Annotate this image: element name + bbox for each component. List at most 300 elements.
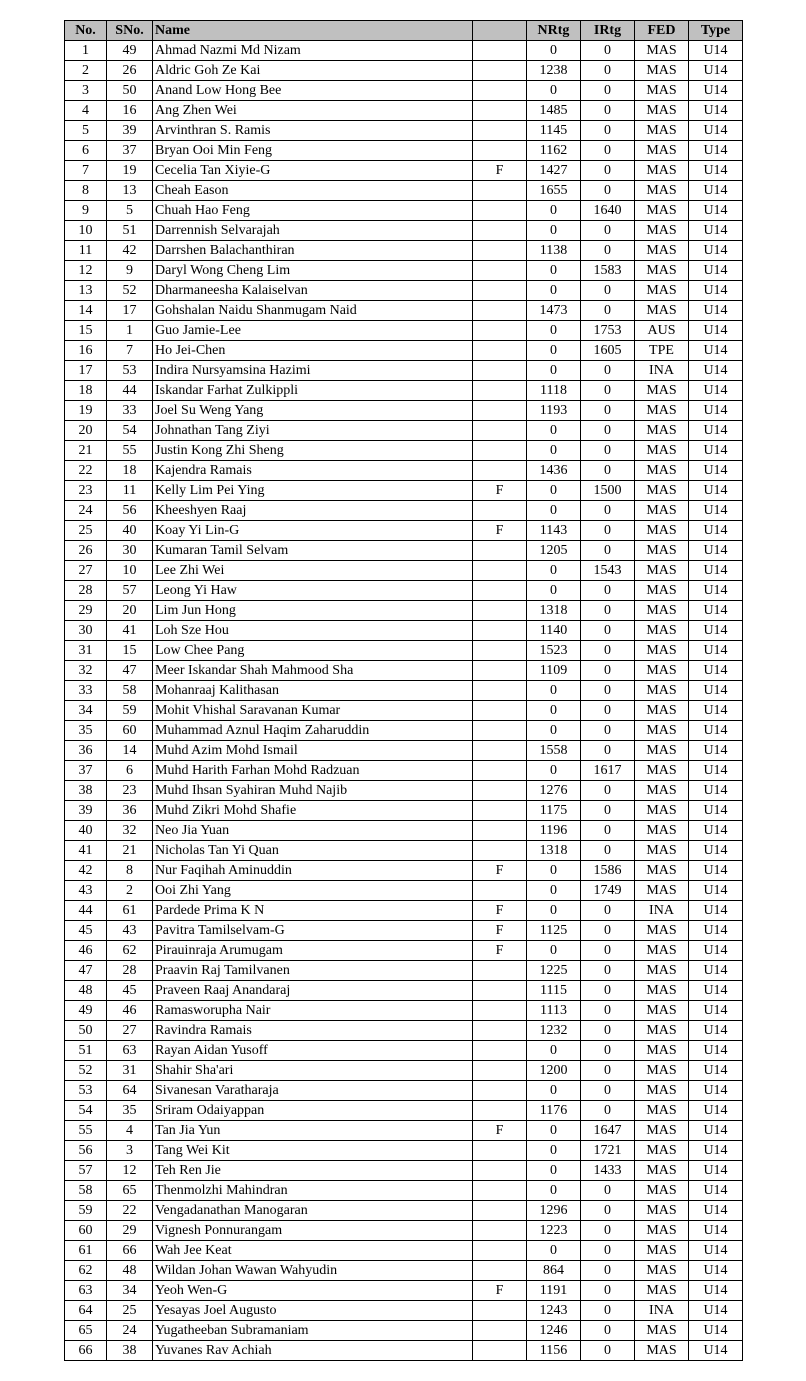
cell-sno: 56 <box>107 501 153 521</box>
cell-flag <box>473 1021 527 1041</box>
header-sno: SNo. <box>107 21 153 41</box>
cell-fed: MAS <box>635 1081 689 1101</box>
cell-type: U14 <box>689 1281 743 1301</box>
cell-fed: MAS <box>635 381 689 401</box>
cell-fed: MAS <box>635 261 689 281</box>
table-row <box>65 501 743 521</box>
cell-name: Yeoh Wen-G <box>153 1281 473 1301</box>
cell-name: Sriram Odaiyappan <box>153 1101 473 1121</box>
cell-fed: INA <box>635 361 689 381</box>
cell-type: U14 <box>689 961 743 981</box>
table-row <box>65 441 743 461</box>
table-row <box>65 1221 743 1241</box>
cell-no: 14 <box>65 301 107 321</box>
cell-name: Shahir Sha'ari <box>153 1061 473 1081</box>
cell-irtg: 0 <box>581 81 635 101</box>
cell-flag <box>473 301 527 321</box>
cell-flag <box>473 121 527 141</box>
cell-fed: MAS <box>635 1181 689 1201</box>
table-row <box>65 661 743 681</box>
cell-nrtg: 0 <box>527 1241 581 1261</box>
cell-no: 41 <box>65 841 107 861</box>
cell-sno: 50 <box>107 81 153 101</box>
table-row <box>65 1041 743 1061</box>
cell-nrtg: 1200 <box>527 1061 581 1081</box>
header-nrtg: NRtg <box>527 21 581 41</box>
table-row <box>65 621 743 641</box>
table-row <box>65 1301 743 1321</box>
cell-no: 52 <box>65 1061 107 1081</box>
cell-type: U14 <box>689 821 743 841</box>
cell-no: 12 <box>65 261 107 281</box>
cell-nrtg: 1113 <box>527 1001 581 1021</box>
cell-name: Lee Zhi Wei <box>153 561 473 581</box>
table-row <box>65 101 743 121</box>
cell-flag <box>473 581 527 601</box>
cell-name: Loh Sze Hou <box>153 621 473 641</box>
cell-type: U14 <box>689 1321 743 1341</box>
cell-fed: MAS <box>635 241 689 261</box>
cell-irtg: 0 <box>581 1181 635 1201</box>
cell-no: 24 <box>65 501 107 521</box>
cell-irtg: 0 <box>581 361 635 381</box>
cell-irtg: 0 <box>581 181 635 201</box>
cell-fed: MAS <box>635 41 689 61</box>
cell-name: Tan Jia Yun <box>153 1121 473 1141</box>
cell-name: Daryl Wong Cheng Lim <box>153 261 473 281</box>
cell-flag: F <box>473 1281 527 1301</box>
cell-type: U14 <box>689 421 743 441</box>
cell-nrtg: 0 <box>527 341 581 361</box>
cell-name: Bryan Ooi Min Feng <box>153 141 473 161</box>
cell-no: 62 <box>65 1261 107 1281</box>
cell-flag: F <box>473 921 527 941</box>
cell-type: U14 <box>689 921 743 941</box>
cell-irtg: 0 <box>581 121 635 141</box>
cell-nrtg: 1140 <box>527 621 581 641</box>
cell-nrtg: 1109 <box>527 661 581 681</box>
cell-no: 50 <box>65 1021 107 1041</box>
cell-fed: TPE <box>635 341 689 361</box>
cell-irtg: 0 <box>581 1341 635 1361</box>
cell-nrtg: 1118 <box>527 381 581 401</box>
cell-type: U14 <box>689 541 743 561</box>
cell-flag <box>473 1221 527 1241</box>
cell-flag <box>473 541 527 561</box>
cell-no: 58 <box>65 1181 107 1201</box>
cell-sno: 46 <box>107 1001 153 1021</box>
cell-flag <box>473 761 527 781</box>
cell-name: Lim Jun Hong <box>153 601 473 621</box>
cell-flag <box>473 321 527 341</box>
header-type: Type <box>689 21 743 41</box>
cell-fed: MAS <box>635 201 689 221</box>
table-row <box>65 1081 743 1101</box>
cell-no: 25 <box>65 521 107 541</box>
cell-fed: MAS <box>635 761 689 781</box>
cell-sno: 55 <box>107 441 153 461</box>
cell-irtg: 0 <box>581 1041 635 1061</box>
table-row <box>65 81 743 101</box>
cell-sno: 42 <box>107 241 153 261</box>
cell-type: U14 <box>689 1181 743 1201</box>
cell-nrtg: 0 <box>527 321 581 341</box>
cell-no: 33 <box>65 681 107 701</box>
cell-flag: F <box>473 161 527 181</box>
cell-irtg: 1753 <box>581 321 635 341</box>
cell-no: 64 <box>65 1301 107 1321</box>
cell-irtg: 1543 <box>581 561 635 581</box>
cell-no: 20 <box>65 421 107 441</box>
cell-fed: MAS <box>635 1321 689 1341</box>
cell-no: 17 <box>65 361 107 381</box>
cell-nrtg: 0 <box>527 1181 581 1201</box>
cell-irtg: 0 <box>581 1061 635 1081</box>
cell-flag <box>473 221 527 241</box>
cell-nrtg: 0 <box>527 681 581 701</box>
cell-name: Aldric Goh Ze Kai <box>153 61 473 81</box>
cell-no: 7 <box>65 161 107 181</box>
table-row <box>65 1341 743 1361</box>
table-row <box>65 1061 743 1081</box>
cell-no: 31 <box>65 641 107 661</box>
cell-nrtg: 1523 <box>527 641 581 661</box>
cell-nrtg: 0 <box>527 361 581 381</box>
table-row <box>65 1001 743 1021</box>
cell-name: Indira Nursyamsina Hazimi <box>153 361 473 381</box>
cell-flag <box>473 981 527 1001</box>
cell-fed: MAS <box>635 1141 689 1161</box>
cell-nrtg: 1243 <box>527 1301 581 1321</box>
cell-nrtg: 0 <box>527 901 581 921</box>
cell-nrtg: 1276 <box>527 781 581 801</box>
cell-no: 19 <box>65 401 107 421</box>
cell-type: U14 <box>689 41 743 61</box>
cell-fed: MAS <box>635 621 689 641</box>
cell-irtg: 0 <box>581 1001 635 1021</box>
cell-irtg: 1500 <box>581 481 635 501</box>
cell-name: Kajendra Ramais <box>153 461 473 481</box>
cell-name: Yuvanes Rav Achiah <box>153 1341 473 1361</box>
cell-no: 40 <box>65 821 107 841</box>
cell-name: Rayan Aidan Yusoff <box>153 1041 473 1061</box>
cell-sno: 49 <box>107 41 153 61</box>
table-row <box>65 261 743 281</box>
cell-no: 34 <box>65 701 107 721</box>
cell-name: Leong Yi Haw <box>153 581 473 601</box>
header-no: No. <box>65 21 107 41</box>
cell-nrtg: 0 <box>527 441 581 461</box>
cell-name: Darrshen Balachanthiran <box>153 241 473 261</box>
table-row <box>65 561 743 581</box>
cell-fed: MAS <box>635 601 689 621</box>
cell-type: U14 <box>689 321 743 341</box>
cell-no: 10 <box>65 221 107 241</box>
cell-flag: F <box>473 481 527 501</box>
cell-fed: MAS <box>635 421 689 441</box>
cell-nrtg: 1558 <box>527 741 581 761</box>
table-row <box>65 1021 743 1041</box>
cell-type: U14 <box>689 181 743 201</box>
cell-type: U14 <box>689 781 743 801</box>
cell-nrtg: 1191 <box>527 1281 581 1301</box>
cell-flag <box>473 1161 527 1181</box>
table-row <box>65 841 743 861</box>
cell-fed: MAS <box>635 821 689 841</box>
cell-type: U14 <box>689 1121 743 1141</box>
cell-type: U14 <box>689 201 743 221</box>
cell-flag: F <box>473 941 527 961</box>
cell-type: U14 <box>689 981 743 1001</box>
cell-nrtg: 1318 <box>527 841 581 861</box>
cell-fed: MAS <box>635 581 689 601</box>
cell-name: Koay Yi Lin-G <box>153 521 473 541</box>
cell-flag <box>473 1261 527 1281</box>
cell-irtg: 0 <box>581 841 635 861</box>
cell-sno: 22 <box>107 1201 153 1221</box>
cell-fed: MAS <box>635 721 689 741</box>
cell-nrtg: 1485 <box>527 101 581 121</box>
table-row <box>65 701 743 721</box>
table-row <box>65 581 743 601</box>
cell-irtg: 0 <box>581 221 635 241</box>
table-row <box>65 981 743 1001</box>
cell-flag <box>473 1101 527 1121</box>
cell-sno: 57 <box>107 581 153 601</box>
cell-flag <box>473 661 527 681</box>
cell-name: Pirauinraja Arumugam <box>153 941 473 961</box>
cell-flag <box>473 141 527 161</box>
cell-no: 43 <box>65 881 107 901</box>
cell-irtg: 0 <box>581 1221 635 1241</box>
cell-name: Ang Zhen Wei <box>153 101 473 121</box>
cell-flag <box>473 1201 527 1221</box>
cell-irtg: 1640 <box>581 201 635 221</box>
cell-sno: 25 <box>107 1301 153 1321</box>
cell-no: 27 <box>65 561 107 581</box>
cell-nrtg: 0 <box>527 721 581 741</box>
cell-irtg: 0 <box>581 741 635 761</box>
cell-no: 56 <box>65 1141 107 1161</box>
header-flag <box>473 21 527 41</box>
cell-flag <box>473 1041 527 1061</box>
cell-name: Vignesh Ponnurangam <box>153 1221 473 1241</box>
cell-name: Mohit Vhishal Saravanan Kumar <box>153 701 473 721</box>
table-row <box>65 821 743 841</box>
cell-irtg: 0 <box>581 421 635 441</box>
cell-name: Cecelia Tan Xiyie-G <box>153 161 473 181</box>
table-row <box>65 761 743 781</box>
header-fed: FED <box>635 21 689 41</box>
cell-type: U14 <box>689 221 743 241</box>
cell-type: U14 <box>689 661 743 681</box>
cell-irtg: 0 <box>581 821 635 841</box>
cell-flag <box>473 961 527 981</box>
table-row <box>65 1141 743 1161</box>
cell-nrtg: 0 <box>527 861 581 881</box>
table-row <box>65 1201 743 1221</box>
cell-type: U14 <box>689 621 743 641</box>
cell-flag <box>473 1301 527 1321</box>
cell-name: Cheah Eason <box>153 181 473 201</box>
cell-flag: F <box>473 901 527 921</box>
cell-nrtg: 1205 <box>527 541 581 561</box>
cell-no: 59 <box>65 1201 107 1221</box>
cell-sno: 30 <box>107 541 153 561</box>
cell-sno: 31 <box>107 1061 153 1081</box>
cell-no: 53 <box>65 1081 107 1101</box>
cell-nrtg: 0 <box>527 1121 581 1141</box>
cell-sno: 54 <box>107 421 153 441</box>
cell-irtg: 0 <box>581 981 635 1001</box>
cell-fed: MAS <box>635 481 689 501</box>
cell-flag <box>473 341 527 361</box>
cell-nrtg: 0 <box>527 421 581 441</box>
table-row <box>65 381 743 401</box>
cell-flag <box>473 101 527 121</box>
cell-fed: MAS <box>635 1001 689 1021</box>
cell-flag <box>473 1241 527 1261</box>
cell-fed: MAS <box>635 61 689 81</box>
cell-fed: MAS <box>635 161 689 181</box>
table-row <box>65 141 743 161</box>
cell-sno: 44 <box>107 381 153 401</box>
player-list-table <box>64 20 743 1361</box>
cell-irtg: 1433 <box>581 1161 635 1181</box>
cell-nrtg: 1193 <box>527 401 581 421</box>
table-row <box>65 221 743 241</box>
table-row <box>65 781 743 801</box>
cell-flag <box>473 81 527 101</box>
cell-irtg: 0 <box>581 61 635 81</box>
cell-nrtg: 0 <box>527 1161 581 1181</box>
cell-flag <box>473 1341 527 1361</box>
cell-sno: 26 <box>107 61 153 81</box>
cell-type: U14 <box>689 721 743 741</box>
cell-nrtg: 0 <box>527 81 581 101</box>
table-row <box>65 341 743 361</box>
cell-name: Thenmolzhi Mahindran <box>153 1181 473 1201</box>
cell-sno: 38 <box>107 1341 153 1361</box>
cell-fed: MAS <box>635 1161 689 1181</box>
cell-no: 4 <box>65 101 107 121</box>
cell-name: Arvinthran S. Ramis <box>153 121 473 141</box>
cell-flag: F <box>473 861 527 881</box>
cell-fed: MAS <box>635 501 689 521</box>
table-row <box>65 401 743 421</box>
cell-sno: 58 <box>107 681 153 701</box>
table-row <box>65 901 743 921</box>
cell-nrtg: 1138 <box>527 241 581 261</box>
cell-no: 30 <box>65 621 107 641</box>
cell-irtg: 0 <box>581 781 635 801</box>
cell-irtg: 0 <box>581 641 635 661</box>
cell-sno: 61 <box>107 901 153 921</box>
cell-flag <box>473 1141 527 1161</box>
cell-nrtg: 1125 <box>527 921 581 941</box>
table-row <box>65 861 743 881</box>
cell-irtg: 0 <box>581 301 635 321</box>
cell-name: Guo Jamie-Lee <box>153 321 473 341</box>
cell-name: Kelly Lim Pei Ying <box>153 481 473 501</box>
cell-name: Chuah Hao Feng <box>153 201 473 221</box>
table-row <box>65 1101 743 1121</box>
cell-irtg: 0 <box>581 381 635 401</box>
cell-nrtg: 1175 <box>527 801 581 821</box>
cell-irtg: 0 <box>581 101 635 121</box>
cell-nrtg: 0 <box>527 481 581 501</box>
cell-fed: MAS <box>635 541 689 561</box>
table-row <box>65 641 743 661</box>
table-row <box>65 481 743 501</box>
cell-flag <box>473 441 527 461</box>
cell-irtg: 0 <box>581 501 635 521</box>
table-row <box>65 461 743 481</box>
cell-name: Ravindra Ramais <box>153 1021 473 1041</box>
cell-fed: MAS <box>635 561 689 581</box>
cell-name: Teh Ren Jie <box>153 1161 473 1181</box>
cell-sno: 64 <box>107 1081 153 1101</box>
cell-fed: MAS <box>635 781 689 801</box>
table-row <box>65 1181 743 1201</box>
header-name: Name <box>153 21 473 41</box>
cell-type: U14 <box>689 841 743 861</box>
cell-flag <box>473 281 527 301</box>
cell-irtg: 0 <box>581 521 635 541</box>
cell-sno: 35 <box>107 1101 153 1121</box>
cell-fed: MAS <box>635 1201 689 1221</box>
cell-sno: 17 <box>107 301 153 321</box>
cell-name: Muhd Ihsan Syahiran Muhd Najib <box>153 781 473 801</box>
cell-name: Muhd Zikri Mohd Shafie <box>153 801 473 821</box>
cell-flag <box>473 1321 527 1341</box>
cell-irtg: 0 <box>581 1201 635 1221</box>
cell-flag: F <box>473 1121 527 1141</box>
cell-fed: MAS <box>635 461 689 481</box>
cell-irtg: 0 <box>581 701 635 721</box>
cell-type: U14 <box>689 641 743 661</box>
cell-no: 48 <box>65 981 107 1001</box>
cell-type: U14 <box>689 561 743 581</box>
cell-no: 8 <box>65 181 107 201</box>
cell-no: 11 <box>65 241 107 261</box>
cell-nrtg: 0 <box>527 581 581 601</box>
cell-flag <box>473 741 527 761</box>
cell-irtg: 0 <box>581 1081 635 1101</box>
cell-sno: 10 <box>107 561 153 581</box>
cell-sno: 29 <box>107 1221 153 1241</box>
table-row <box>65 721 743 741</box>
table-row <box>65 41 743 61</box>
table-row <box>65 681 743 701</box>
cell-sno: 34 <box>107 1281 153 1301</box>
cell-no: 63 <box>65 1281 107 1301</box>
cell-name: Ramasworupha Nair <box>153 1001 473 1021</box>
table-row <box>65 121 743 141</box>
cell-type: U14 <box>689 1101 743 1121</box>
cell-fed: MAS <box>635 1061 689 1081</box>
cell-flag <box>473 501 527 521</box>
table-row <box>65 521 743 541</box>
cell-name: Praveen Raaj Anandaraj <box>153 981 473 1001</box>
cell-type: U14 <box>689 461 743 481</box>
cell-fed: MAS <box>635 661 689 681</box>
cell-irtg: 0 <box>581 141 635 161</box>
cell-type: U14 <box>689 601 743 621</box>
cell-no: 5 <box>65 121 107 141</box>
cell-fed: MAS <box>635 861 689 881</box>
cell-nrtg: 1145 <box>527 121 581 141</box>
